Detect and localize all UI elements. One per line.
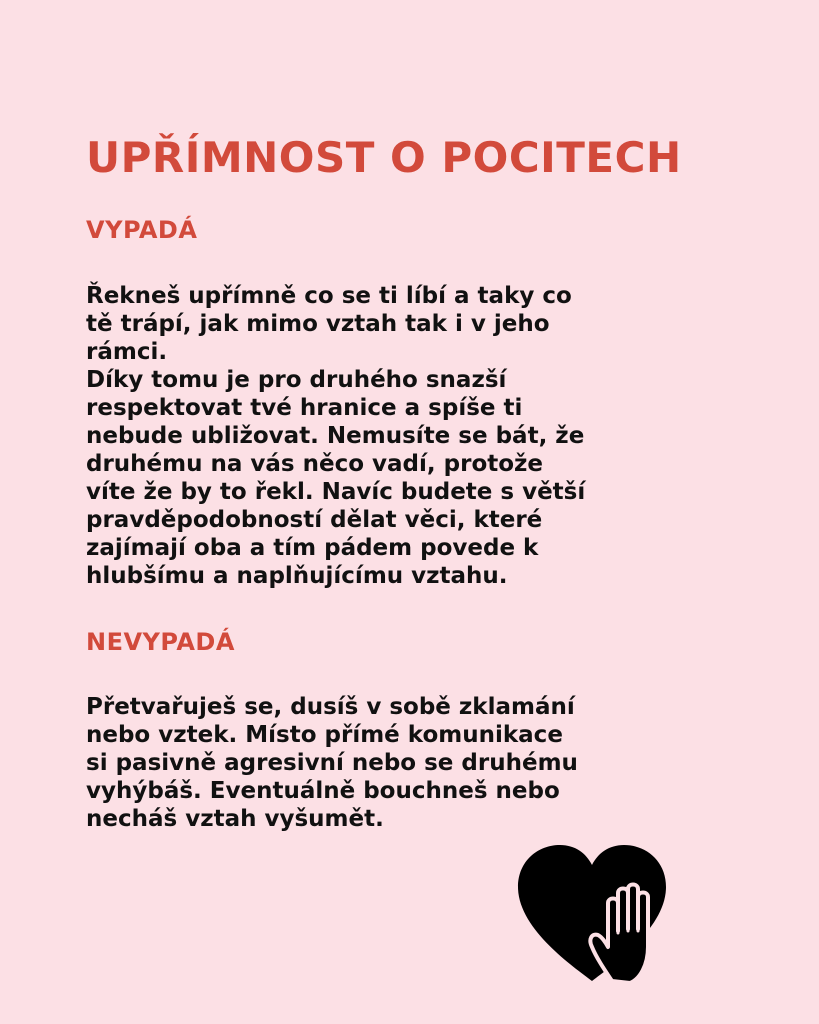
page-title: UPŘÍMNOST O POCITECH <box>86 133 682 182</box>
section-heading-yes: VYPADÁ <box>86 216 198 244</box>
section-text-no: Přetvařuješ se, dusíš v sobě zklamání nebo vztek. Místo přímé komunikace si pasivně agresivní nebo se druhému vyhýbáš. Eventuálně bouchneš nebo necháš vztah vyšumět. <box>86 694 578 832</box>
heart-with-hand-icon <box>512 843 672 985</box>
section-heading-no: NEVYPADÁ <box>86 628 235 656</box>
section-text-yes: Řekneš upřímně co se ti líbí a taky co tě trápí, jak mimo vztah tak i v jeho rámci. Díky tomu je pro druhého snazší respektovat tvé hranice a spíše ti nebude ubližovat. Nemusíte se bát, že druhému na vás něco vadí, protože víte že by to řekl. Navíc budete s větší pravděpodobností dělat věci, které zajímají oba a tím pádem povede k hlubšímu a naplňujícímu vztahu. <box>86 283 586 589</box>
